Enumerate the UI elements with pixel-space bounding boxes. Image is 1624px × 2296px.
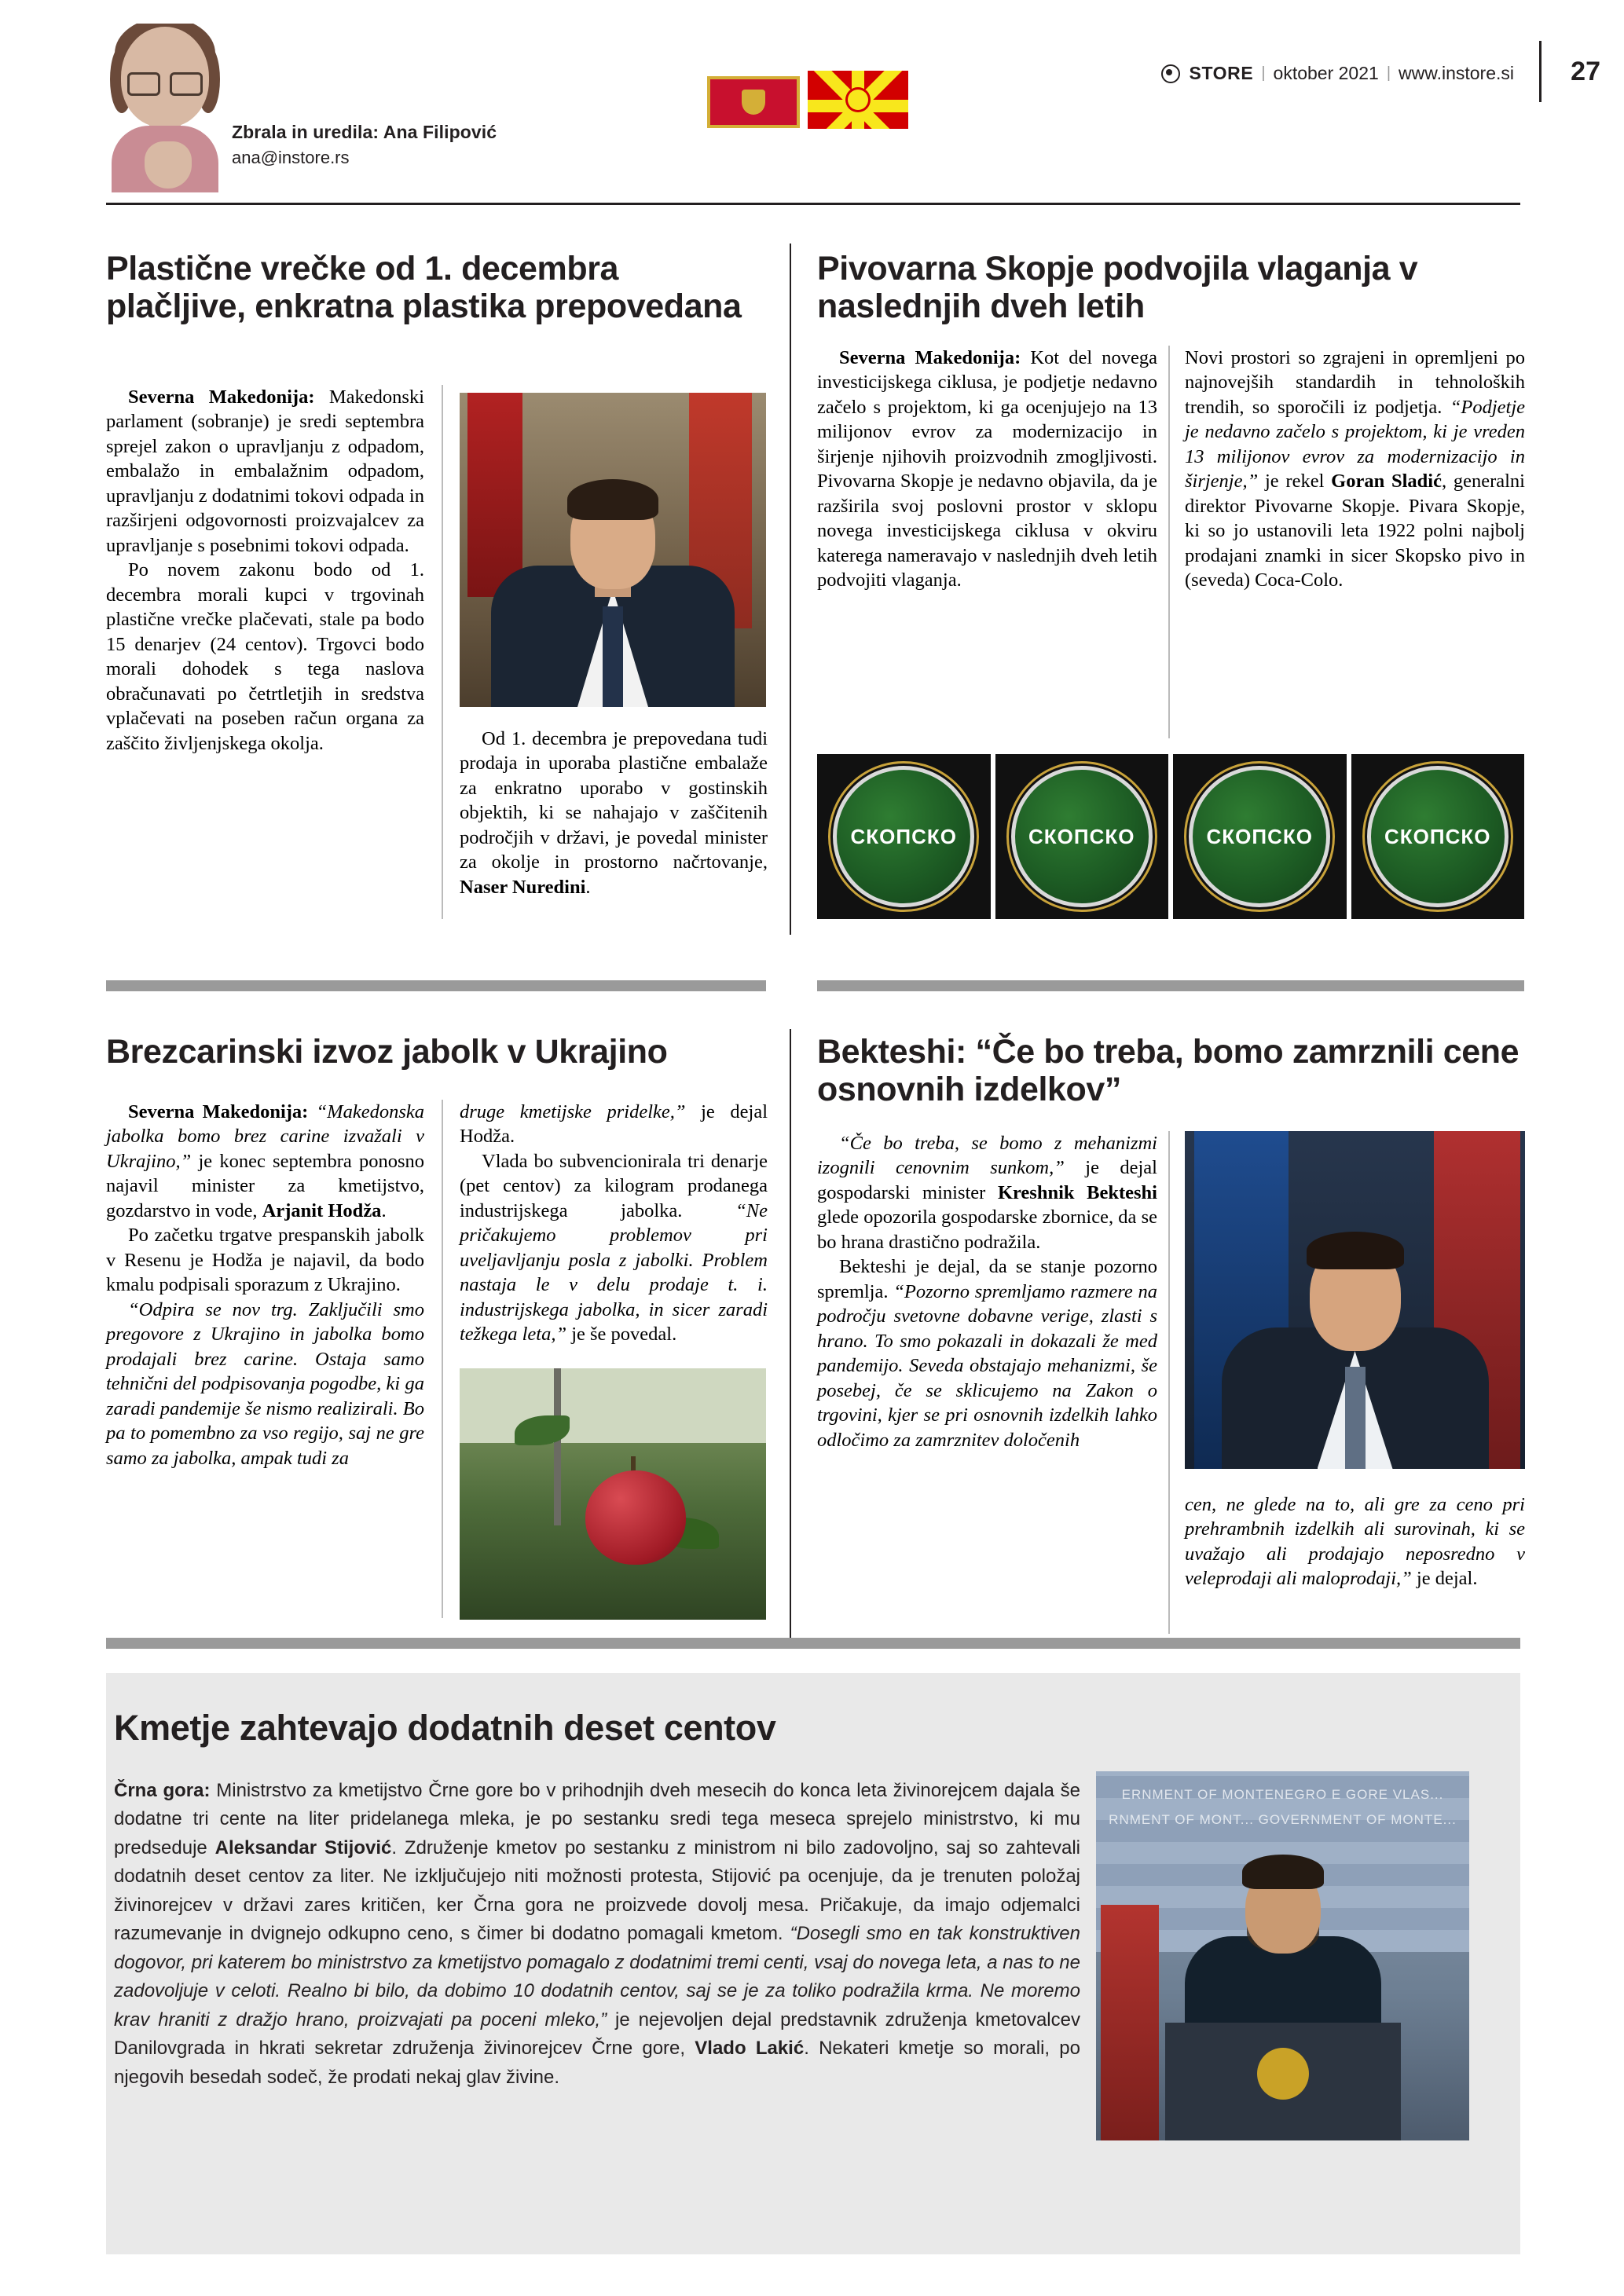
paragraph: [460, 1149, 768, 1347]
quote-text: “Podjetje je nedavno začelo s projektom, ki je vreden 13 milijonov evrov za modernizacijo in širjenje,”: [1185, 396, 1525, 493]
article-title-bekteshi: Bekteshi: “Če bo treba, bomo zamrznili cene osnovnih izdelkov”: [817, 1033, 1520, 1109]
paragraph: [817, 1254, 1157, 1452]
masthead-rule: [106, 203, 1520, 205]
paragraph-text: Bekteshi je dejal, da se stanje pozorno spremlja.: [817, 1256, 1157, 1302]
page-number: 27: [1571, 57, 1600, 86]
lead-in: Severna Makedonija:: [839, 347, 1021, 368]
paragraph: [114, 1777, 1080, 2092]
section-separator-bottom: [106, 1638, 1520, 1649]
beer-cap-logo: [817, 754, 991, 919]
photo-banner-text: ERNMENT OF MONTENEGRO E GORE VLAS... RNMENT OF MONT... GOVERNMENT OF MONTE...: [1109, 1787, 1457, 1828]
paragraph-text-3: je nejevoljen dejal predstavnik združenja kmetovalcev Danilovgrada in hkrati sekretar združenja živinorejcev Črne gore,: [114, 2009, 1080, 2060]
paragraph-text: Makedonski parlament (sobranje) je sredi septembra sprejel zakon o upravljanju z odpadom, embalažo in embalažnim odpadom, upravljanju z dodatnimi tokovi odpada in razširjeni odgovornosti proizvajalcev za upravljanje s posebnimi tokovi odpada.: [106, 386, 424, 556]
quote-continued: cen, ne glede na to, ali gre za ceno pri prehrambnih izdelkih ali surovinah, ki se uvažajo ali prodajajo neposredno v veleprodaji ali maloprodaji,”: [1185, 1494, 1525, 1590]
paragraph: [817, 1131, 1157, 1254]
quote-continued: druge kmetijske pridelke,”: [460, 1101, 686, 1122]
quote-text: “Odpira se nov trg. Zaključili smo pregovore z Ukrajino in jabolka bomo prodajali brez carine. Ostaja samo tehnični del podpisovanja pogodbe, ki ga zaradi pandemije še nismo realizirali. Bo pa to pomembno za vso regijo, saj ne gre samo za jabolka, ampak tudi za: [106, 1298, 424, 1469]
header-divider: [1539, 41, 1542, 102]
beer-cap-logo: [995, 754, 1169, 919]
quote-text: “Makedonska jabolka bomo brez carine izvažali v Ukrajino,”: [106, 1101, 424, 1172]
lead-in: Severna Makedonija:: [128, 386, 315, 408]
paragraph-text: Kot del novega investicijskega ciklusa, je podjetje nedavno začelo s projektom, ki ga ocenjujejo na 13 milijonov evrov za modernizacijo in širjenje njihovih proizvodnih zmogljivosti. Pivovarna Skopje je nedavno objavila, da je razširila svoj poslovni prostor v sklopu novega investicijskega ciklusa v okviru katerega nameravajo v naslednjih dveh letih podvojiti vlaganja.: [817, 347, 1157, 591]
paragraph: [460, 727, 768, 899]
meta-separator-1: |: [1261, 64, 1266, 82]
article-plastic-bags-column-1: [106, 385, 424, 756]
glasses-icon: [127, 72, 203, 93]
brand-name: STORE: [1189, 63, 1254, 83]
person-name: Naser Nuredini: [460, 876, 586, 898]
column-divider-3: [442, 1100, 443, 1618]
beer-logo-text: СКОПСКО: [1028, 824, 1135, 848]
column-divider-2: [1168, 346, 1170, 738]
quote-text: “Če bo treba, se bomo z mehanizmi izognili cenovnim sunkom,”: [817, 1133, 1157, 1179]
person-name: Goran Sladić: [1331, 471, 1442, 493]
article-apples-column-2: [460, 1100, 768, 1347]
quote-text: “Pozorno spremljamo razmere na področju svetovne dobavne verige, zlasti s hrano. To smo pokazali in dokazali že med pandemijo. Seveda obstajajo mehanizmi, še posebej, če se sklicujemo na Zakon o trgovini, kjer se pri osnovnih izdelkih lahko odločimo za zamrznitev določenih: [817, 1280, 1157, 1451]
montenegro-minister-podium-photo: [1096, 1771, 1469, 2140]
article-apples-column-1: [106, 1100, 424, 1470]
paragraph-text: je dejal Hodža.: [460, 1101, 768, 1148]
beer-cap-logo: [1173, 754, 1347, 919]
paragraph-end: je še povedal.: [566, 1324, 677, 1346]
paragraph-text-2: je rekel: [1258, 471, 1332, 493]
issue-date: oktober 2021: [1273, 63, 1379, 83]
red-apple-orchard-photo: [460, 1368, 766, 1620]
lead-in: Črna gora:: [114, 1780, 211, 1801]
paragraph: [460, 1100, 768, 1149]
paragraph-text-2: glede opozorila gospodarske zbornice, da se bo hrana drastično podražila.: [817, 1207, 1157, 1253]
article-title-brewery: Pivovarna Skopje podvojila vlaganja v naslednjih dveh letih: [817, 250, 1418, 326]
article-bekteshi-column-2: [1185, 1492, 1525, 1591]
paragraph-text: je dejal gospodarski minister: [817, 1157, 1157, 1203]
article-brewery-column-1: [817, 346, 1157, 593]
person-name: Kreshnik Bekteshi: [997, 1181, 1157, 1203]
paragraph-text-3: , generalni direktor Pivovarne Skopje. Pivara Skopje, ki so jo ustanovili leta 1922 polni najbolj prodajani znamki in sicer Skopsko pivo in (seveda) Coca-Colo.: [1185, 471, 1525, 591]
paragraph-text-1: Ministrstvo za kmetijstvo Črne gore bo v prihodnjih dveh mesecih do konca leta živinorejcem dajala še dodatne tri cente na liter pridelanega mleka, je po sestanku sredi tega meseca sprejelo ministrstvo, ki mu predseduje: [114, 1780, 1081, 1858]
paragraph-text: Novi prostori so zgrajeni in opremljeni po najnovejših standardih in tehnoloških trendih, so sporočili iz podjetja.: [1185, 347, 1525, 418]
montenegro-flag-icon: [707, 76, 800, 128]
paragraph: [817, 346, 1157, 593]
paragraph: [106, 385, 424, 558]
article-title-farmers: Kmetje zahtevajo dodatnih deset centov: [114, 1708, 776, 1748]
paragraph-end: .: [585, 876, 591, 898]
paragraph-text-4: . Nekateri kmetje so morali, po njegovih besedah sodeč, že prodati nekaj glav živine.: [114, 2038, 1080, 2088]
paragraph: [1185, 1492, 1525, 1591]
paragraph-text: Od 1. decembra je prepovedana tudi prodaja in uporaba plastične embalaže za enkratno uporabo v gostinskih objektih, ki se nahajajo v zaščitenih področjih v državi, je povedal minister za okolje in prostorno načrtovanje,: [460, 728, 768, 873]
beer-logo-text: СКОПСКО: [1206, 824, 1313, 848]
article-bekteshi-column-1: [817, 1131, 1157, 1452]
lead-in: Severna Makedonija:: [128, 1101, 309, 1122]
page-center-divider-top: [790, 244, 791, 935]
instore-logo-icon: [1161, 64, 1180, 83]
article-title-apples: Brezcarinski izvoz jabolk v Ukrajino: [106, 1033, 668, 1071]
person-name-2: Vlado Lakić: [695, 2038, 805, 2060]
paragraph-end: .: [381, 1199, 387, 1221]
article-title-plastic-bags: Plastične vrečke od 1. decembra plačljive, enkratna plastika prepovedana: [106, 250, 742, 326]
paragraph: [106, 1100, 424, 1223]
beer-logo-text: СКОПСКО: [1384, 824, 1491, 848]
paragraph-text-2: . Združenje kmetov po sestanku z ministrom ni bilo zadovoljno, saj so zahtevali dodatnih deset centov za liter. Ne izključujejo niti možnosti protesta, Stijović pa ocenjuje, da je trenuten položaj živinorejcev v državi zares kritičen, ker Črna gora ne proizvede dovolj mesa. Pričakuje, da imajo odjemalci razumevanje in dvignejo odkupno ceno, s čimer bi dodatno pomagali kmetom.: [114, 1836, 1080, 1945]
paragraph: [1185, 346, 1525, 593]
paragraph-text: Vlada bo subvencionirala tri denarje (pet centov) za kilogram prodanega industrijskega jabolka.: [460, 1150, 768, 1221]
website-url: www.instore.si: [1399, 63, 1514, 83]
section-separator-right: [817, 980, 1524, 991]
editor-email: ana@instore.rs: [232, 148, 350, 167]
person-name-1: Aleksandar Stijović: [214, 1836, 392, 1858]
beer-logos-row: [817, 754, 1524, 919]
person-name: Arjanit Hodža: [262, 1199, 382, 1221]
article-brewery-column-2: [1185, 346, 1525, 593]
page-center-divider-bottom: [790, 1029, 791, 1642]
beer-cap-logo: [1351, 754, 1525, 919]
minister-portrait-photo: [460, 393, 766, 707]
paragraph: Po novem zakonu bodo od 1. decembra morali kupci v trgovinah plastične vrečke plačevati, stale pa bodo 15 denarjev (24 centov). Trgovci bodo morali dohodek s tega naslova obračunavati po četrtletjih in sredstva vplačevati na poseben račun organa za zaščito življenjskega okolja.: [106, 559, 424, 754]
north-macedonia-flag-icon: [808, 71, 908, 129]
bekteshi-portrait-photo: [1185, 1131, 1525, 1469]
column-divider-4: [1168, 1131, 1170, 1634]
quote-text: “Ne pričakujemo problemov pri uveljavljanju posla z jabolki. Problem nastaja le v delu prodaje t. i. industrijskega jabolka, in sicer zaradi težkega leta,”: [460, 1199, 768, 1346]
article-plastic-bags-column-2: [460, 727, 768, 899]
beer-logo-text: СКОПСКО: [850, 824, 957, 848]
editor-avatar: [110, 24, 220, 192]
issue-meta: [1161, 63, 1515, 84]
quote-text: “Dosegli smo en tak konstruktiven dogovor, pri katerem bo ministrstvo za kmetijstvo pomagalo z dodatnimi tremi centi, vsaj do novega leta, a nas to ne zadovoljuje v celoti. Realno bi bilo, da dobimo 10 dodatnih centov, saj se je za toliko podražila krma. Ne moremo krav hraniti z dražjo hrano, proizvajati pa poceni mleko,”: [114, 1923, 1081, 2031]
editor-credit: Zbrala in uredila: Ana Filipović: [232, 122, 497, 142]
paragraph: Po začetku trgatve prespanskih jabolk v Resenu je Hodža je najavil, da bodo kmalu podpisali sporazum z Ukrajino.: [106, 1225, 424, 1296]
flags-group: [707, 67, 951, 130]
section-separator-left: [106, 980, 766, 991]
paragraph-end: je dejal.: [1411, 1568, 1478, 1590]
article-farmers-body: [114, 1777, 1080, 2092]
paragraph-text: je konec septembra ponosno najavil minister za kmetijstvo, gozdarstvo in vode,: [106, 1150, 424, 1221]
column-divider-1: [442, 385, 443, 919]
meta-separator-2: |: [1386, 64, 1391, 82]
paragraph: [106, 1298, 424, 1470]
